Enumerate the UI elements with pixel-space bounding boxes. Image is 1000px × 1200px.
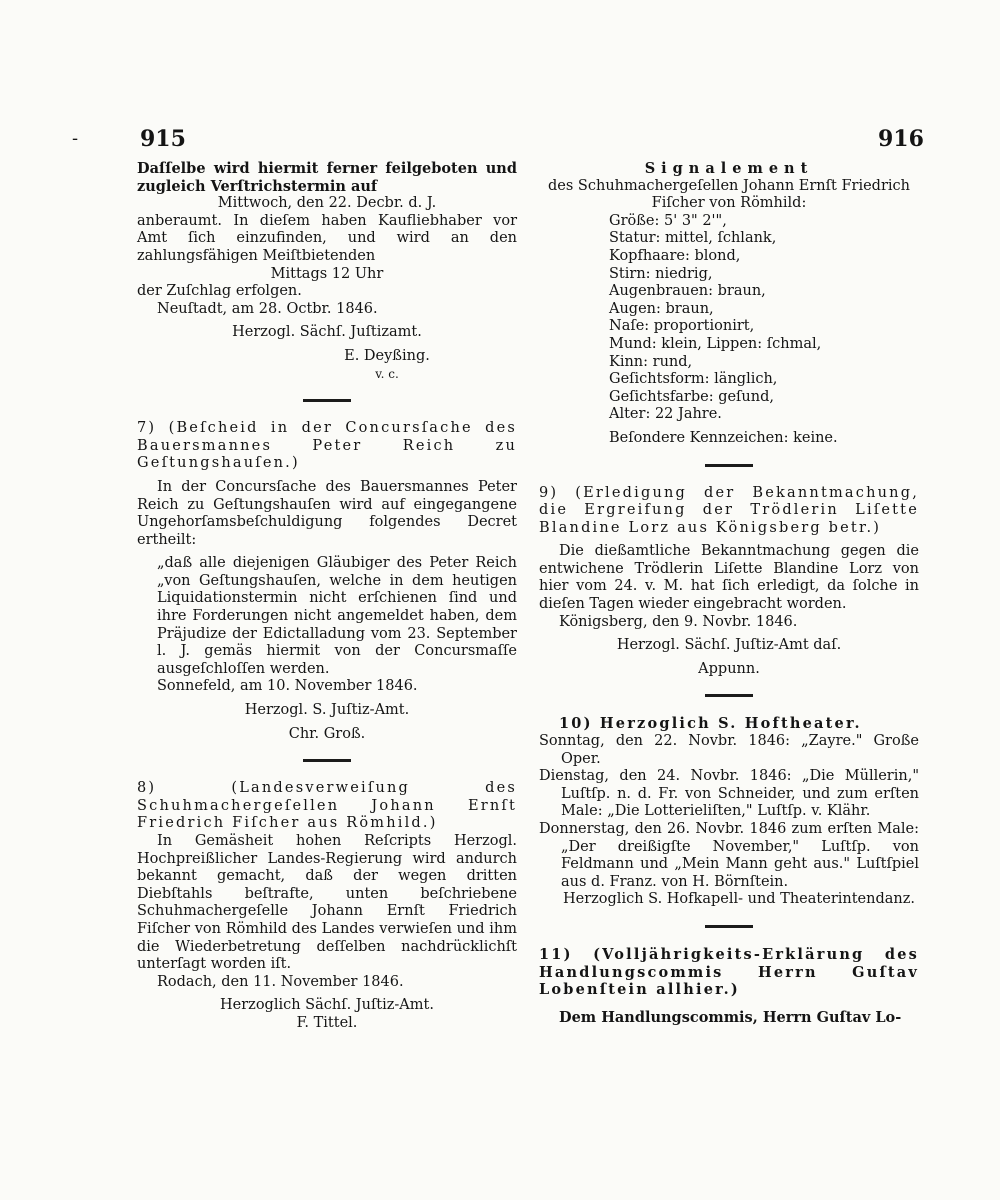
signalement-list (539, 213, 919, 424)
margin-mark: - (72, 128, 79, 149)
theater-entry: Donnerstag, den 26. Novbr. 1846 zum erſten Male: „Der dreißigſte November," Luſtſp. von Feldmann und „Mein Mann geht aus." Luſtſpiel aus d. Franz. von H. Börnſtein. (539, 821, 919, 890)
section-11-body: Dem Handlungscommis, Herrn Guſtav Lo- (559, 1008, 902, 1026)
list-item: Größe: 5' 3" 2'", (609, 212, 727, 229)
list-item: Geſichtsfarbe: geſund, (609, 388, 774, 405)
list-item: Augen: braun, (609, 300, 714, 317)
list-item: Naſe: proportionirt, (609, 318, 755, 335)
section-7-signer: Chr. Groß. (288, 725, 366, 742)
section-8-title: 8) (Landesverweiſung des Schuhmachergeſellen Johann Ernſt Friedrich Fiſcher aus Römhild.) (137, 780, 517, 832)
section-8-place-date: Rodach, den 11. November 1846. (157, 973, 404, 990)
page-number-left: 915 (140, 126, 186, 152)
signalement-title: Signalement (644, 160, 814, 177)
section-9-office: Herzogl. Sächſ. Juſtiz-Amt daſ. (616, 637, 842, 654)
intro-vc: v. c. (375, 366, 399, 381)
section-divider (705, 464, 753, 467)
intro-text-3: der Zuſchlag erfolgen. (137, 283, 302, 300)
theater-entry: Dienstag, den 24. Novbr. 1846: „Die Müllerin," Luſtſp. n. d. Fr. von Schneider, und zum erſten Male: „Die Lotterieliſten," Luſtſp. v. Klähr. (539, 768, 919, 820)
section-8-signer: F. Tittel. (296, 1014, 358, 1031)
intro-office: Herzogl. Sächſ. Juſtizamt. (232, 324, 422, 341)
section-9-body: Die dießamtliche Bekanntmachung gegen die entwichene Trödlerin Liſette Blandine Lorz von hier vom 24. v. M. hat ſich erledigt, da ſolche in dieſen Tagen wieder eingebracht worden. (539, 543, 919, 613)
list-item: Kinn: rund, (609, 353, 693, 370)
section-7-body: In der Concursſache des Bauersmannes Peter Reich zu Geſtungshauſen wird auf eingegangene Ungehorſamsbeſchuldigung folgendes Decret ertheilt: (137, 478, 517, 548)
list-item: Mund: klein, Lippen: ſchmal, (609, 335, 822, 352)
section-7-title: 7) (Beſcheid in der Concursſache des Bauersmannes Peter Reich zu Geſtungshauſen.) (137, 420, 517, 472)
list-item: Kopfhaare: blond, (609, 247, 741, 264)
list-item: Stirn: niedrig, (609, 265, 713, 282)
intro-place-date: Neuſtadt, am 28. Octbr. 1846. (157, 300, 378, 317)
section-9-signer: Appunn. (698, 660, 760, 677)
left-column (137, 160, 517, 1033)
section-9-place-date: Königsberg, den 9. Novbr. 1846. (559, 613, 798, 630)
section-divider (705, 694, 753, 697)
list-item: Alter: 22 Jahre. (609, 406, 722, 423)
signalement-subtitle: des Schuhmachergeſellen Johann Ernſt Friedrich Fiſcher von Römhild: (548, 177, 910, 212)
section-divider (303, 759, 351, 762)
section-8-body: In Gemäsheit hohen Reſcripts Herzogl. Hochpreißlicher Landes-Regierung wird andurch bekannt gemacht, daß der wegen dritten Diebſtahls beſtrafte, unten beſchriebene Schuhmachergeſelle Johann Ernſt Friedrich Fiſcher von Römhild des Landes verwieſen und ihm die Wiederbetretung deſſelben nachdrücklichſt unterſagt worden iſt. (137, 833, 517, 973)
intro-date: Mittwoch, den 22. Decbr. d. J. (217, 195, 437, 212)
section-7-office: Herzogl. S. Juſtiz-Amt. (244, 702, 410, 719)
list-item: Statur: mittel, ſchlank, (609, 230, 777, 247)
theater-entry: Sonntag, den 22. Novbr. 1846: „Zayre." Große Oper. (539, 733, 919, 767)
section-10-signer: Herzoglich S. Hofkapell- und Theaterintendanz. (563, 891, 915, 908)
section-7-decree: „daß alle diejenigen Gläubiger des Peter Reich „von Geſtungshauſen, welche in dem heutigen Liquidationstermin nicht erſchienen ſind und ihre Forderungen nicht angemeldet haben, dem Präjudize der Edictalladung vom 23. September l. J. gemäs hiermit von der Concursmaſſe ausgeſchloſſen werden. (157, 555, 517, 677)
section-divider (303, 399, 351, 402)
list-item: Geſichtsform: länglich, (609, 371, 778, 388)
section-divider (705, 925, 753, 928)
section-9-title: 9) (Erledigung der Bekanntmachung, die Ergreifung der Trödlerin Liſette Blandine Lorz aus Königsberg betr.) (539, 484, 919, 536)
page-number-right: 916 (878, 126, 924, 152)
right-column (539, 160, 919, 1026)
section-8-office: Herzoglich Sächſ. Juſtiz-Amt. (220, 997, 434, 1014)
intro-text-1: Daſſelbe wird hiermit ferner feilgeboten und zugleich Verſtrichstermin auf (137, 160, 517, 195)
intro-signer: E. Deyßing. (344, 347, 430, 364)
intro-time: Mittags 12 Uhr (270, 265, 384, 282)
intro-text-2: anberaumt. In dieſem haben Kaufliebhaber vor Amt ſich einzufinden, und wird an den zahlungsfähigen Meiſtbietenden (137, 212, 517, 264)
section-10-title: 10) Herzoglich S. Hoftheater. (559, 715, 862, 733)
section-7-place-date: Sonnefeld, am 10. November 1846. (157, 678, 418, 695)
section-11-title: 11) (Volljährigkeits-Erklärung des Handlungscommis Herrn Guſtav Lobenſtein allhier.) (539, 945, 919, 999)
list-item: Augenbrauen: braun, (609, 283, 766, 300)
signalement-special: Beſondere Kennzeichen: keine. (609, 429, 838, 446)
